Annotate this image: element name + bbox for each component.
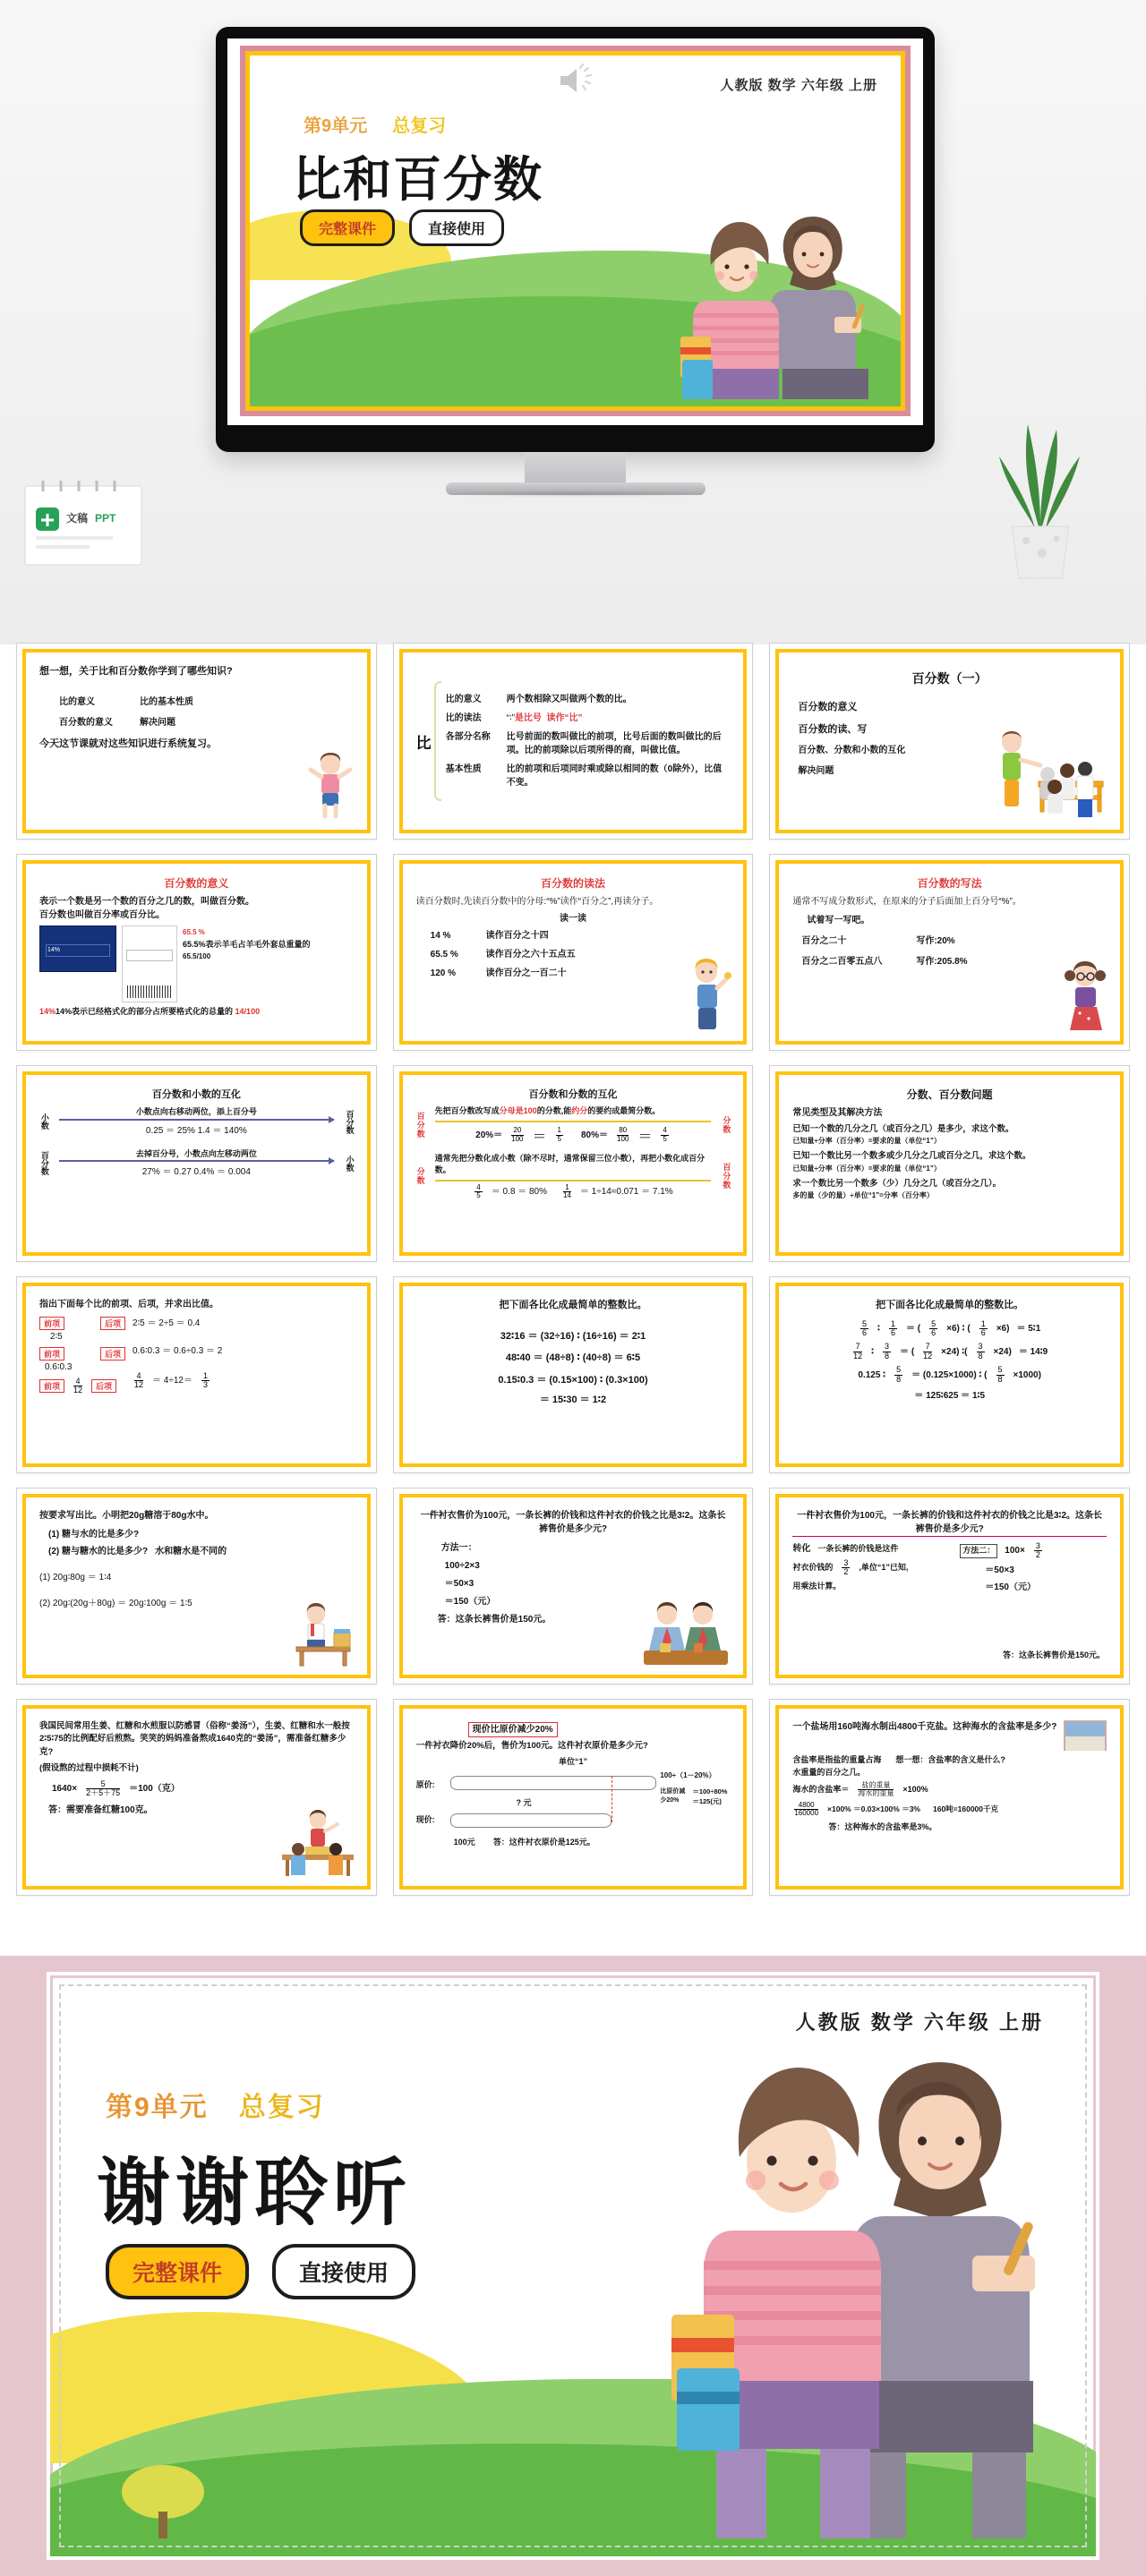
- title-slide: [227, 38, 923, 425]
- s1-item-2: 百分数的意义: [59, 717, 113, 728]
- speaker-icon: [555, 63, 596, 98]
- s10-r3-f: $\frac{4}{12}$: [73, 1377, 83, 1395]
- s17-side-a: 100÷（1－20%）: [660, 1770, 716, 1779]
- s8-left1: 百分数: [415, 1112, 425, 1139]
- s5-pair1-b: 读作百分之六十五点五: [485, 950, 576, 960]
- footer-unit-number: 第9单元: [106, 2093, 209, 2122]
- s2-row1-pre: “∶”: [506, 713, 515, 723]
- monitor-stand-neck: [525, 452, 626, 486]
- s6-pair1-a: 百分之二百零五点八: [801, 957, 883, 967]
- footer-unit-label: 总复习: [238, 2093, 325, 2122]
- s10-lbl-back-3: 后项: [91, 1379, 116, 1393]
- slide-thumb-3[interactable]: [769, 643, 1130, 840]
- s8-ex1b: 80%＝: [580, 1130, 608, 1140]
- s10-r1: 2∶5: [50, 1332, 63, 1342]
- s10-r1-value: 2∶5 ＝ 2÷5 ＝ 0.4: [133, 1318, 201, 1328]
- s2-row2-val: 比号前面的数叫做比的前项，比号后面的数叫做比的后项。比的前项除以后项所得的商，叫做比值。: [506, 732, 722, 755]
- teacher-class-icon: [278, 1810, 357, 1878]
- s6-line1: 通常不写成分数形式，在原来的分子后面加上百分号“%”。: [792, 897, 1022, 907]
- s1-item-0: 比的意义: [59, 696, 95, 707]
- s10-r2-value: 0.6∶0.3 ＝ 0.6÷0.3 ＝ 2: [133, 1346, 223, 1356]
- s10-lbl-front-3: 前项: [39, 1379, 64, 1393]
- s16-answer: 答：需要准备红糖100克。: [48, 1804, 153, 1815]
- girl-studying-icon: [289, 1602, 357, 1667]
- s17-side-b1: 比原价减: [660, 1787, 686, 1795]
- s18-fml-x: ×100%: [902, 1785, 928, 1795]
- s8-right1: 分数: [722, 1116, 731, 1135]
- s14-step-2: ＝150（元）: [444, 1597, 496, 1607]
- s16-calc-a: 1640×: [52, 1784, 78, 1795]
- s15-method: 方法二：: [960, 1544, 997, 1558]
- footer-meta: 人教版 数学 六年级 上册: [795, 2011, 1044, 2034]
- s6-pair1-b: 写作:205.8%: [916, 957, 968, 967]
- hero-meta: 人教版 数学 六年级 上册: [720, 78, 877, 93]
- notepad-watermark: [20, 477, 154, 571]
- s8-ex1b-f2: $\frac{4}{5}$: [663, 1126, 667, 1143]
- s18-answer: 答：这种海水的含盐率是3%。: [828, 1821, 937, 1831]
- s3-title: 百分数（一）: [911, 671, 988, 686]
- s8-right2: 百分数: [722, 1162, 731, 1190]
- boy-thinking-icon: [683, 956, 733, 1033]
- s14-step-0: 100÷2×3: [444, 1561, 480, 1571]
- s17-unit1: 单位“1”: [558, 1757, 587, 1767]
- s8-ex2a-f: $\frac{4}{5}$: [476, 1182, 481, 1199]
- s15-step-0: ＝50×3: [985, 1565, 1014, 1575]
- s18-fml-lbl: 海水的含盐率＝: [792, 1785, 850, 1795]
- hero-unit: [304, 111, 446, 137]
- s4-callout2-frac: 65.5/100: [183, 951, 211, 960]
- s15-answer: 答：这条长裤售价是150元。: [1002, 1650, 1105, 1659]
- slide-thumb-16[interactable]: 我国民间常用生姜、红糖和水煎服以防感冒（俗称“姜汤”），生姜、红糖和水一般按2∶5∶75的比例配好后煎熬。笑笑的妈妈准备熬成1640克的“姜汤”，需准备红糖多少克? (假设熬的过程中损耗不计) 1640× $\frac{5}{2+5+75}$ ＝100（克） 答：需要准备红糖100克。: [16, 1699, 377, 1896]
- s18-l1: 含盐率是指盐的重量占海: [792, 1755, 882, 1764]
- footer-pill-direct[interactable]: 直接使用: [272, 2244, 415, 2299]
- s17-lbl-orig: 原价:: [415, 1779, 435, 1789]
- s15-step-1: ＝150（元）: [985, 1582, 1036, 1592]
- slide-thumb-18[interactable]: 一个盐场用160吨海水制出4800千克盐。这种海水的含盐率是多少? 含盐率是指盐的重量占海 想一想：含盐率的含义是什么? 水重量的百分之几。 海水的含盐率＝ $\frac{\text{盐的重量}}{\text{海水的重量}}$ ×100% $\frac{4800}{160000}$ ×100% ＝0.03×100% ＝3% 160吨=160000千克 答：这种海水的含盐率是3%。: [769, 1699, 1130, 1896]
- s2-row3-key: 基本性质: [445, 764, 482, 774]
- s17-title: 现价比原价减少20%: [468, 1722, 558, 1737]
- s13-a2: (2) 20g∶(20g＋80g) ＝ 20g∶100g ＝ 1∶5: [39, 1599, 192, 1608]
- s8-ex1a-f1: $\frac{20}{100}$: [511, 1126, 524, 1143]
- s10-r3-value: ＝ 4÷12＝: [152, 1376, 192, 1386]
- s8-left2: 分数: [415, 1166, 425, 1185]
- s13-note: 水和糖水是不同的: [155, 1547, 227, 1557]
- s7-title: 百分数和小数的互化: [151, 1089, 241, 1100]
- s6-pair0-b: 写作:20%: [916, 936, 955, 946]
- s12-l3: 0.125 ∶: [858, 1369, 886, 1380]
- s15-l2b: ,单位“1”已知,: [859, 1563, 909, 1573]
- s4-label-photo: [122, 925, 177, 1002]
- s2-brace-label: 比: [415, 734, 432, 752]
- s7-left1: 小数: [39, 1113, 49, 1130]
- footer-unit: [106, 2085, 325, 2124]
- s18-fml-n: 盐的重量: [858, 1782, 894, 1790]
- s9-sub: 常见类型及其解决方法: [792, 1108, 883, 1118]
- slide-thumb-10[interactable]: [16, 1276, 377, 1473]
- s4-callout2-pct: 65.5 %: [183, 928, 205, 936]
- s12-l3-mid: ＝ (0.125×1000) ∶ (: [911, 1369, 988, 1380]
- s1-item-1: 比的基本性质: [140, 696, 193, 707]
- s15-question: 一件衬衣售价为100元，一条长裤的价钱和这件衬衣的价钱之比是3∶2。这条长裤售价是多少元?: [792, 1509, 1107, 1537]
- yellow-frame: [245, 51, 905, 411]
- s4-callout1-frac: 14/100: [235, 1007, 261, 1016]
- s13-q1: (1) 糖与水的比是多少?: [48, 1530, 140, 1540]
- s2-brace: [434, 681, 441, 801]
- s2-row0-key: 比的意义: [445, 695, 482, 704]
- s18-conv: 160吨=160000千克: [933, 1804, 999, 1814]
- s7-ex2: 27% ＝ 0.27 0.4% ＝ 0.004: [141, 1167, 251, 1177]
- slide-thumb-8[interactable]: 百分数和分数的互化 百分数 先把百分数改写成分母是100的分数,能约分的要约成最简分数。 20%＝ $\frac{20}{100}$ ＝ $\frac{1}{5}$ 80%＝ $\frac{80}{100}$ ＝ $\frac{4}{5}$ 分数 分数 通常先把分数化成小数（除不尽时，通常保留三位小数），再把小数化成百分数。 $\frac{4}{5}$ ＝ 0.8 ＝ 80% $\frac{1}{14}$ ＝ 1÷14≈0.071 ＝ 7.1% 百分数: [393, 1065, 754, 1262]
- s1-item-3: 解决问题: [140, 717, 175, 728]
- s8-ex2a: ＝ 0.8 ＝ 80%: [491, 1186, 547, 1197]
- s9-b1-q: 已知一个数比另一个数多或少几分之几或百分之几，求这个数。: [792, 1151, 1031, 1162]
- s10-lbl-back-2: 后项: [100, 1347, 125, 1361]
- s10-r3v-f2: $\frac{1}{3}$: [202, 1371, 208, 1390]
- plant-decoration: [987, 410, 1094, 580]
- students-illustration: [650, 202, 874, 399]
- s9-b2-f: 多的量（少的量）÷单位“1”=分率（百分率）: [792, 1190, 934, 1199]
- s17-bar-diagram: [450, 1770, 657, 1835]
- s6-pair0-a: 百分之二十: [801, 936, 847, 946]
- s18-calc: ×100% ＝0.03×100% ＝3%: [827, 1804, 920, 1814]
- s2-row3-val: 比的前项和后项同时乘或除以相同的数（0除外），比值不变。: [506, 764, 723, 788]
- s4-title: 百分数的意义: [164, 877, 229, 890]
- s15-l3: 用乘法计算。: [792, 1581, 842, 1591]
- s17-mark: ? 元: [516, 1797, 532, 1807]
- svg-text:文稿: 文稿: [66, 512, 89, 525]
- slide-thumb-17[interactable]: [393, 1699, 754, 1896]
- s18-l2: 水重量的百分之几。: [792, 1767, 866, 1777]
- s17-bottom: 100元: [453, 1837, 475, 1847]
- s2-row2-key: 各部分名称: [445, 732, 491, 742]
- students-illustration-large: [657, 2046, 1042, 2547]
- s11-question: 把下面各比化成最简单的整数比。: [499, 1300, 647, 1310]
- s5-pair2-a: 120 %: [430, 968, 457, 978]
- slide-thumb-11[interactable]: [393, 1276, 754, 1473]
- s7-ex1: 0.25 ＝ 25% 1.4 ＝ 140%: [145, 1125, 247, 1136]
- s18-fml-d: 海水的重量: [858, 1789, 894, 1798]
- slide-thumbnail-grid: [0, 643, 1146, 1896]
- s10-lbl-back-1: 后项: [100, 1317, 125, 1330]
- s12-l1-res: ＝ 5∶1: [1016, 1323, 1041, 1334]
- s9-b0-f: 已知量÷分率（百分率）=要求的量（单位“1”）: [792, 1137, 941, 1146]
- s17-answer: 答：这件衬衣原价是125元。: [492, 1837, 595, 1847]
- hero-pill-complete[interactable]: 完整课件: [300, 209, 395, 246]
- s1-note: 今天这节课就对这些知识进行系统复习。: [39, 738, 217, 749]
- s8-rule1d: 约分: [571, 1106, 588, 1115]
- s13-question: 按要求写出比。小明把20g糖溶于80g水中。: [39, 1511, 214, 1521]
- s18-photo: [1064, 1720, 1107, 1751]
- slide-thumb-9[interactable]: [769, 1065, 1130, 1262]
- s8-rule1a: 先把百分数改写成: [434, 1106, 500, 1115]
- slide-thumb-7[interactable]: [16, 1065, 377, 1262]
- s6-title: 百分数的写法: [917, 877, 982, 890]
- s15-l1: 一条长裤的价钱是这件: [817, 1543, 899, 1553]
- s14-answer: 答：这条长裤售价是150元。: [437, 1615, 552, 1625]
- s10-lbl-front-2: 前项: [39, 1347, 64, 1361]
- s2-row1-red1: 是比号: [514, 713, 542, 723]
- s15-l2a: 衬衣价钱的: [792, 1563, 834, 1573]
- s11-line-0: 32∶16 ＝ (32÷16) ∶ (16÷16) ＝ 2∶1: [500, 1330, 646, 1342]
- hero-unit-label: 总复习: [392, 116, 447, 136]
- s1-question: 想一想，关于比和百分数你学到了哪些知识?: [39, 666, 233, 677]
- s5-pair1-a: 65.5 %: [430, 950, 458, 960]
- kid-jumping-icon: [304, 750, 357, 822]
- s5-pair0-a: 14 %: [430, 931, 451, 941]
- s16-calc-b: ＝100（克）: [129, 1784, 180, 1795]
- s8-rule1c: 的分数,能: [536, 1106, 572, 1115]
- s5-pair0-b: 读作百分之十四: [485, 931, 549, 941]
- s2-row1-key: 比的读法: [445, 713, 482, 723]
- monitor-screen: [227, 38, 923, 425]
- slide-thumb-2[interactable]: [393, 643, 754, 840]
- s11-line-2: 0.15∶0.3 ＝ (0.15×100) ∶ (0.3×100): [498, 1374, 648, 1386]
- footer-pill-group: [106, 2244, 415, 2299]
- slide-thumb-14[interactable]: [393, 1488, 754, 1685]
- s8-rule1e: 的要约成最简分数。: [587, 1106, 661, 1115]
- s18-l1b: 想一想：含盐率的含义是什么?: [895, 1755, 1005, 1764]
- s12-l3-end: ×1000): [1013, 1369, 1041, 1380]
- slide-thumb-1[interactable]: [16, 643, 377, 840]
- slide-thumb-12[interactable]: 把下面各比化成最简单的整数比。 $\frac{5}{6}$ ∶ $\frac{1}{6}$ ＝ ( $\frac{5}{6}$ ×6) ∶ ( $\frac{1}{6}$ ×6) ＝ 5∶1 $\frac{7}{12}$ ∶ $\frac{3}{8}$ ＝ ( $\frac{7}{12}$ ×24) ∶( $\frac{3}{8}$ ×24) ＝ 14∶9 0.125 ∶ $\frac{5}{8}$ ＝ (0.125×1000) ∶ ( $\frac{5}{8}$ ×1000) ＝ 125∶625 ＝ 1∶5: [769, 1276, 1130, 1473]
- monitor-stand-base: [446, 482, 706, 495]
- s7-rule1: 小数点向右移动两位，添上百分号: [135, 1107, 257, 1116]
- slide-thumb-13[interactable]: [16, 1488, 377, 1685]
- svg-text:PPT: PPT: [95, 512, 116, 525]
- slide-thumb-5[interactable]: [393, 854, 754, 1051]
- s6-line2: 试着写一写吧。: [807, 916, 870, 925]
- s16-question: 我国民间常用生姜、红糖和水煎服以防感冒（俗称“姜汤”），生姜、红糖和水一般按2∶5∶75的比例配好后煎熬。笑笑的妈妈准备熬成1640克的“姜汤”，需准备红糖多少克?: [39, 1721, 350, 1757]
- s16-note: (假设熬的过程中损耗不计): [39, 1762, 139, 1773]
- s10-r3v-f: $\frac{4}{12}$: [134, 1371, 144, 1390]
- s17-side-b2: 少20%: [660, 1797, 680, 1804]
- s9-title: 分数、百分数问题: [906, 1088, 993, 1101]
- s5-pair2-b: 读作百分之一百二十: [485, 968, 567, 978]
- s5-title: 百分数的读法: [540, 877, 605, 890]
- s13-q2: (2) 糖与糖水的比是多少?: [48, 1547, 149, 1557]
- s18-question: 一个盐场用160吨海水制出4800千克盐。这种海水的含盐率是多少?: [792, 1722, 1057, 1732]
- s3-item-1: 百分数的读、写: [798, 723, 868, 735]
- hero-monitor-scene: [0, 0, 1146, 644]
- s2-row1-red2: 读作“比”: [546, 713, 583, 723]
- s14-method: 方法一：: [440, 1543, 477, 1553]
- s5-sub: 读一读: [559, 914, 586, 924]
- s8-ex2b: ＝ 1÷14≈0.071 ＝ 7.1%: [579, 1186, 673, 1197]
- s3-item-3: 解决问题: [798, 766, 834, 776]
- hero-title: 比和百分数: [293, 153, 543, 207]
- slide-thumb-6[interactable]: [769, 854, 1130, 1051]
- monitor-mockup: [216, 27, 935, 452]
- s8-ex1a-f2: $\frac{1}{5}$: [557, 1126, 561, 1143]
- s15-tag: 转化: [792, 1544, 811, 1554]
- hero-pill-direct[interactable]: 直接使用: [409, 209, 504, 246]
- s4-line1: 表示一个数是另一个数的百分之几的数，叫做百分数。: [39, 897, 254, 907]
- s4-line2: 百分数也叫做百分率或百分比。: [39, 910, 165, 920]
- s10-question: 指出下面每个比的前项、后项，并求出比值。: [39, 1300, 218, 1309]
- s10-r2: 0.6∶0.3: [45, 1362, 73, 1372]
- s9-b2-q: 求一个数比另一个数多（少）几分之几（或百分之几）。: [792, 1178, 1002, 1189]
- tree-icon: [109, 2460, 217, 2540]
- girl-glasses-icon: [1062, 958, 1110, 1033]
- footer-thanks-slide: [0, 1956, 1146, 2576]
- s8-title: 百分数和分数的互化: [528, 1089, 618, 1100]
- s15-m1a: 100×: [1005, 1546, 1025, 1557]
- s17-side-d: ＝125(元): [692, 1797, 722, 1805]
- s14-step-1: ＝50×3: [444, 1579, 475, 1589]
- two-men-talking-icon: [638, 1600, 733, 1667]
- slide-thumb-15[interactable]: 一件衬衣售价为100元，一条长裤的价钱和这件衬衣的价钱之比是3∶2。这条长裤售价是多少元? 转化 一条长裤的价钱是这件 衬衣价钱的 $\frac{3}{2}$ ,单位“1”已知, 用乘法计算。 方法二： 100× $\frac{3}{2}$ ＝50×3 ＝150（元） 答：这条长裤售价是150元。: [769, 1488, 1130, 1685]
- s9-b0-q: 已知一个数的几分之几（或百分之几）是多少，求这个数。: [792, 1124, 1014, 1134]
- s8-rule2: 通常先把分数化成小数（除不尽时，通常保留三位小数），再把小数化成百分数。: [434, 1153, 706, 1174]
- s4-callout1: 14%表示已经格式化的部分占所要格式化的总量的: [56, 1007, 234, 1016]
- s4-screenshot-blue: 14%: [39, 925, 116, 972]
- s7-right2: 小数: [345, 1155, 355, 1172]
- s9-b1-f: 已知量÷分率（百分率）=要求的量（单位“1”）: [792, 1164, 941, 1173]
- classroom-illustration: [985, 728, 1110, 822]
- s14-question: 一件衬衣售价为100元，一条长裤的价钱和这件衬衣的价钱之比是3∶2。这条长裤售价是多少元?: [420, 1511, 726, 1534]
- s3-item-0: 百分数的意义: [798, 702, 858, 712]
- s18-fml-frac: [858, 1782, 894, 1798]
- s7-rule2: 去掉百分号，小数点向左移动两位: [135, 1148, 257, 1158]
- s3-item-2: 百分数、分数和小数的互化: [798, 746, 906, 755]
- s5-line1: 读百分数时,先读百分数中的分母:“%”读作“百分之”,再读分子。: [415, 897, 659, 907]
- hero-unit-number: 第9单元: [304, 116, 368, 136]
- slide-thumb-4[interactable]: [16, 854, 377, 1051]
- s11-line-1: 48∶40 ＝ (48÷8) ∶ (40÷8) ＝ 6∶5: [505, 1352, 641, 1363]
- s12-question: 把下面各比化成最简单的整数比。: [876, 1300, 1024, 1310]
- s17-question: 一件衬衣降价20%后，售价为100元。这件衬衣原价是多少元?: [415, 1741, 648, 1751]
- s8-ex1b-f1: $\frac{80}{100}$: [617, 1126, 629, 1143]
- s8-ex1a: 20%＝: [475, 1130, 503, 1140]
- s7-left2: 百分数: [39, 1151, 49, 1176]
- s8-rule1b: 分母是100: [499, 1106, 537, 1115]
- s17-lbl-now: 现价:: [415, 1815, 435, 1825]
- s12-l2-res: ＝ 14∶9: [1018, 1346, 1048, 1357]
- footer-pill-complete[interactable]: 完整课件: [106, 2244, 249, 2299]
- s11-line-3: ＝ 15∶30 ＝ 1∶2: [539, 1395, 607, 1405]
- s10-lbl-front-1: 前项: [39, 1317, 64, 1330]
- s17-side-c: ＝100÷80%: [692, 1787, 728, 1796]
- s4-callout1-pct: 14%: [39, 1007, 56, 1016]
- footer-title: 谢谢聆听: [97, 2153, 413, 2234]
- s4-callout2: 65.5%表示羊毛占羊毛外套总重量的: [183, 940, 311, 949]
- s2-row0-val: 两个数相除又叫做两个数的比。: [506, 695, 632, 704]
- s8-ex2b-f: $\frac{1}{14}$: [562, 1182, 571, 1199]
- hero-pill-group: [300, 209, 504, 246]
- s7-right1: 百分数: [345, 1109, 355, 1134]
- s13-a1: (1) 20g∶80g ＝ 1∶4: [39, 1573, 112, 1582]
- s12-l4: ＝ 125∶625 ＝ 1∶5: [914, 1391, 986, 1402]
